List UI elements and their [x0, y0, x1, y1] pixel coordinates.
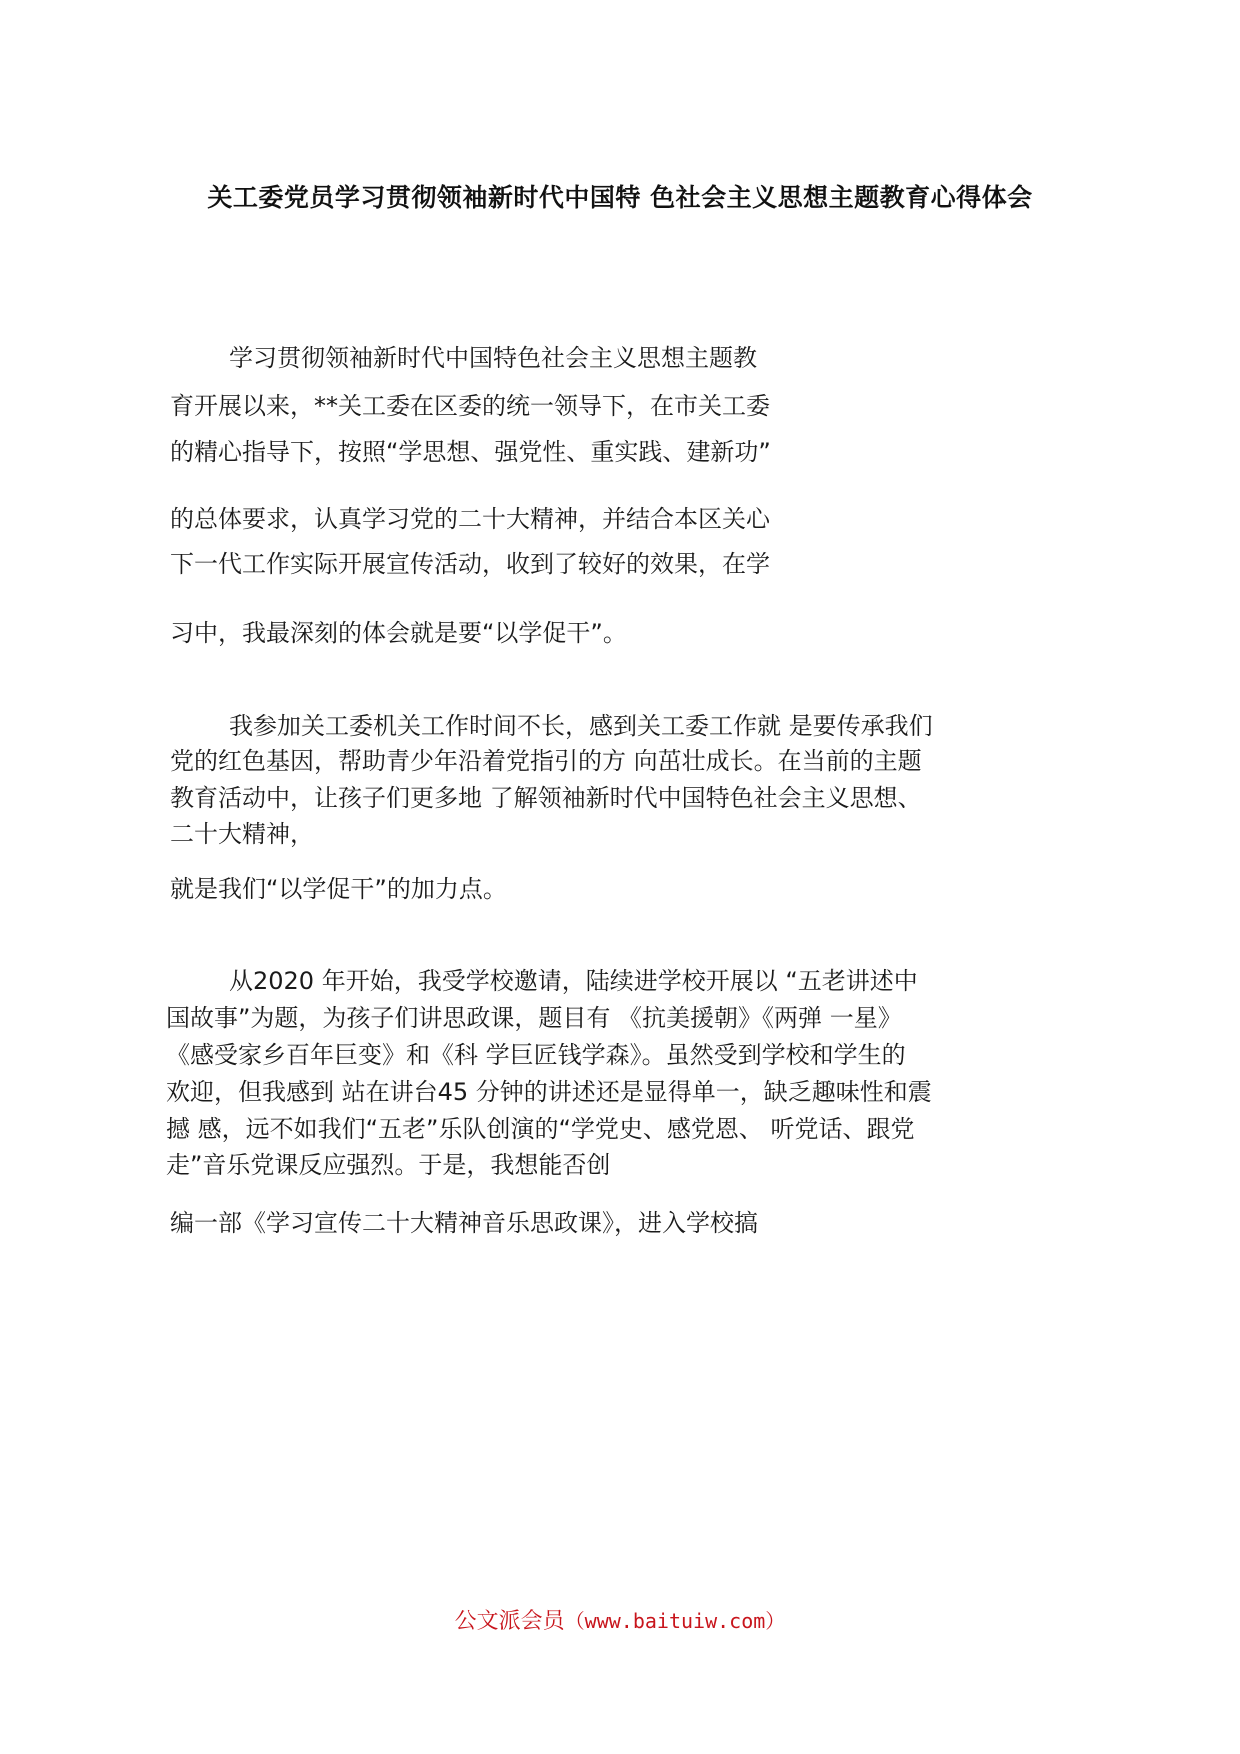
paragraph-line: 的总体要求，认真学习党的二十大精神，并结合本区关心: [170, 505, 770, 533]
paragraph-line: 下一代工作实际开展宣传活动，收到了较好的效果，在学: [170, 550, 770, 578]
paragraph-line: 的精心指导下，按照“学思想、强党性、重实践、建新功”: [170, 438, 771, 466]
paragraph-line: 编一部《学习宣传二十大精神音乐思政课》，进入学校搞: [170, 1209, 758, 1237]
paragraph-line: 从2020 年开始，我受学校邀请，陆续进学校开展以 “五老讲述中: [229, 967, 918, 995]
paragraph-line: 二十大精神，: [170, 820, 314, 848]
paragraph-line: 就是我们“以学促干”的加力点。: [170, 875, 507, 903]
paragraph-line: 欢迎，但我感到 站在讲台45 分钟的讲述还是显得单一，缺乏趣味性和震: [166, 1078, 932, 1106]
paragraph-line: 国故事”为题，为孩子们讲思政课，题目有 《抗美援朝》《两弹 一星》: [166, 1004, 902, 1032]
footer-url[interactable]: （www.baituiw.com）: [564, 1609, 786, 1633]
document-title: 关工委党员学习贯彻领袖新时代中国特 色社会主义思想主题教育心得体会: [207, 183, 1033, 212]
paragraph-line: 习中，我最深刻的体会就是要“以学促干”。: [170, 619, 627, 647]
paragraph-line: 走”音乐党课反应强烈。于是，我想能否创: [166, 1151, 611, 1179]
paragraph-line: 教育活动中，让孩子们更多地 了解领袖新时代中国特色社会主义思想、: [170, 784, 922, 812]
paragraph-line: 育开展以来，**关工委在区委的统一领导下，在市关工委: [170, 392, 770, 420]
footer-watermark: [0, 1604, 1240, 1635]
paragraph-line: 我参加关工委机关工作时间不长，感到关工委工作就 是要传承我们: [229, 712, 933, 740]
footer-label: 公文派会员: [454, 1609, 565, 1634]
paragraph-line: 党的红色基因，帮助青少年沿着党指引的方 向茁壮成长。在当前的主题: [170, 747, 922, 775]
paragraph-line: 学习贯彻领袖新时代中国特色社会主义思想主题教: [229, 344, 757, 372]
paragraph-line: 《感受家乡百年巨变》和《科 学巨匠钱学森》。虽然受到学校和学生的: [166, 1041, 906, 1069]
paragraph-line: 撼 感，远不如我们“五老”乐队创演的“学党史、感党恩、 听党话、跟党: [166, 1115, 915, 1143]
